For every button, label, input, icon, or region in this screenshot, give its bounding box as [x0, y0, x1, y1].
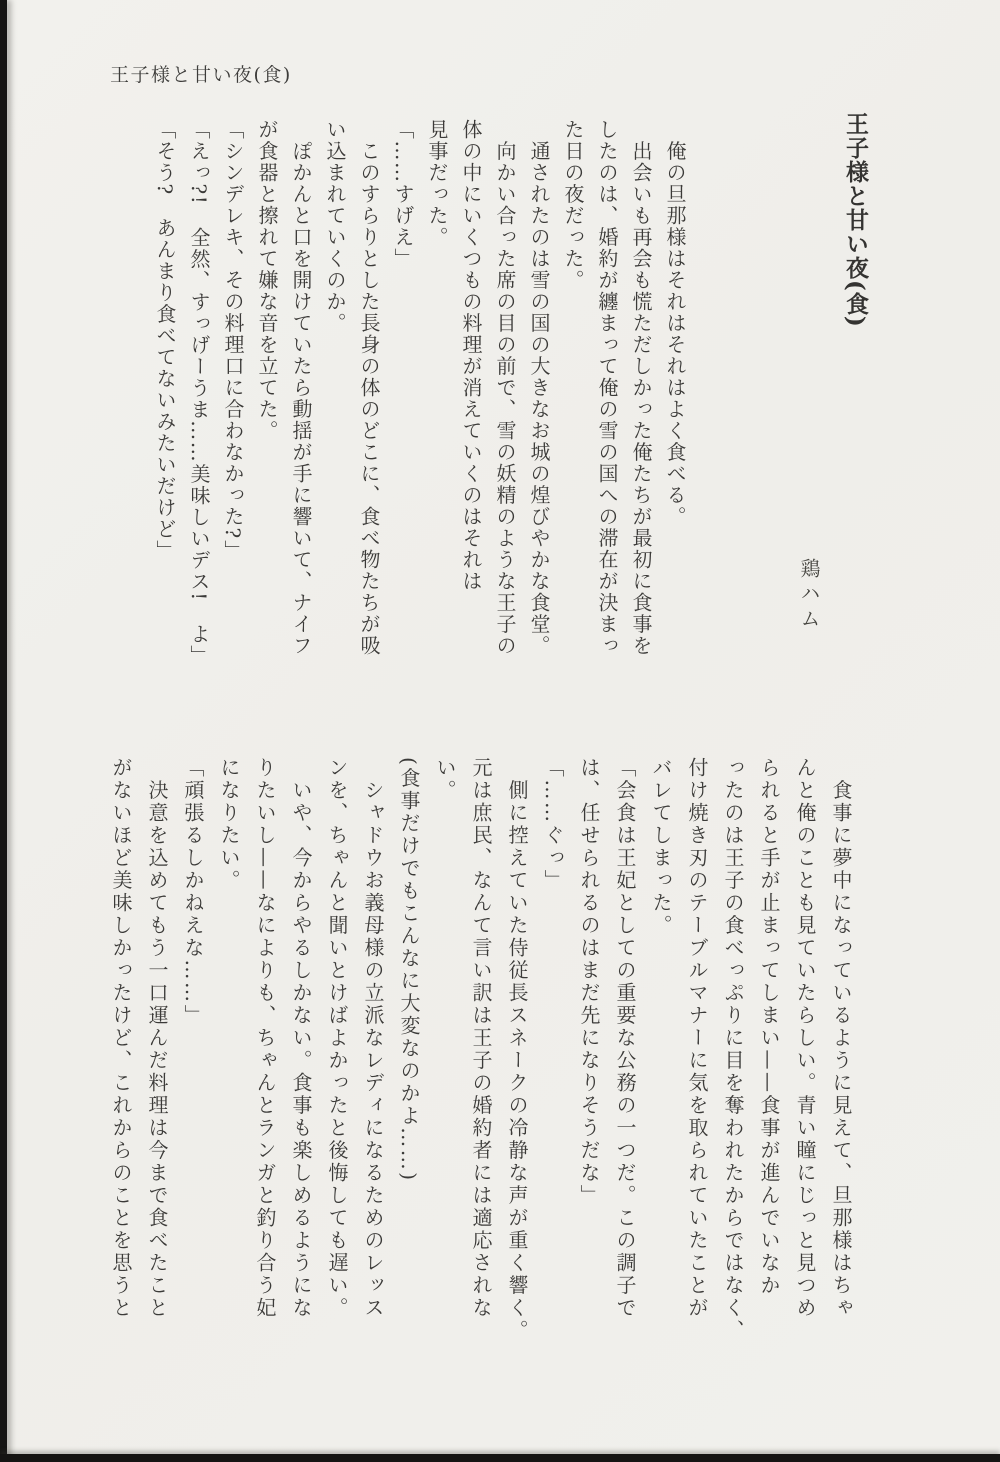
text-line: 体の中にいくつもの料理が消えていくのはそれは: [459, 119, 483, 592]
text-line: (食事だけでもこんなに大変なのかよ……): [397, 757, 421, 1183]
text-line: い込まれていくのか。: [323, 119, 347, 334]
text-line: 付け焼き刃のテーブルマナーに気を取られていたことが: [685, 757, 709, 1320]
text-line: 俺の旦那様はそれはそれはよく食べる。: [663, 119, 687, 528]
text-line: 元は庶民、なんて言い訳は王子の婚約者には適応されな: [469, 757, 493, 1320]
text-line: シャドウお義母様の立派なレディになるためのレッス: [361, 757, 385, 1320]
text-line: ったのは王子の食べっぷりに目を奪われたからではなく、: [721, 757, 745, 1342]
text-line: 「……ぐっ」: [541, 757, 565, 892]
text-line: 向かい合った席の目の前で、雪の妖精のような王子の: [493, 119, 517, 657]
text-line: 「シンデレキ、その料理口に合わなかった?」: [221, 119, 245, 562]
text-line: い。: [433, 757, 457, 802]
text-line: がないほど美味しかったけど、これからのことを思うと: [109, 757, 133, 1320]
text-line: た日の夜だった。: [561, 119, 585, 291]
author-name: 鶏ハム: [797, 558, 821, 633]
text-line: 「えっ?! 全然、すっげーうま……美味しいデス! よ」: [187, 119, 211, 667]
text-line: は、任せられるのはまだ先になりそうだな」: [577, 757, 601, 1207]
text-line: 見事だった。: [425, 119, 449, 248]
text-line: 「……すげえ」: [391, 119, 415, 270]
running-header: 王子様と甘い夜(食): [110, 64, 292, 86]
text-line: られると手が止まってしまい——食事が進んでいなか: [757, 757, 781, 1297]
text-line: 側に控えていた侍従長スネークの冷静な声が重く響く。: [505, 757, 529, 1342]
text-line: このすらりとした長身の体のどこに、食べ物たちが吸: [357, 119, 381, 657]
text-line: 食事に夢中になっているように見えて、旦那様はちゃ: [829, 757, 853, 1320]
story-text-bottom-block: [84, 757, 859, 1407]
page-edge-bottom: [0, 1454, 1000, 1462]
text-line: したのは、婚約が纏まって俺の雪の国への滞在が決まっ: [595, 119, 619, 657]
text-line: ンを、ちゃんと聞いとけばよかったと後悔しても遅い。: [325, 757, 349, 1320]
page-edge-left: [0, 0, 7, 1462]
text-line: 「会食は王妃としての重要な公務の一つだ。この調子で: [613, 757, 637, 1320]
text-line: が食器と擦れて嫌な音を立てた。: [255, 119, 279, 442]
text-line: んと俺のことも見ていたらしい。青い瞳にじっと見つめ: [793, 757, 817, 1320]
story-text-top-block: [132, 119, 692, 741]
text-line: いや、今からやるしかない。食事も楽しめるようにな: [289, 757, 313, 1320]
text-line: 通されたのは雪の国の大きなお城の煌びやかな食堂。: [527, 119, 551, 657]
text-line: 出会いも再会も慌ただしかった俺たちが最初に食事を: [629, 119, 653, 657]
story-title: 王子様と甘い夜(食): [842, 112, 869, 328]
text-line: バレてしまった。: [649, 757, 673, 937]
text-line: りたいし——なによりも、ちゃんとランガと釣り合う妃: [253, 757, 277, 1320]
text-line: 「頑張るしかねえな……」: [181, 757, 205, 1027]
text-line: になりたい。: [217, 757, 241, 892]
text-line: 「そう? あんまり食べてないみたいだけど」: [153, 119, 177, 562]
text-line: ぽかんと口を開けていたら動揺が手に響いて、ナイフ: [289, 119, 313, 657]
text-line: 決意を込めてもう一口運んだ料理は今まで食べたこと: [145, 757, 169, 1320]
